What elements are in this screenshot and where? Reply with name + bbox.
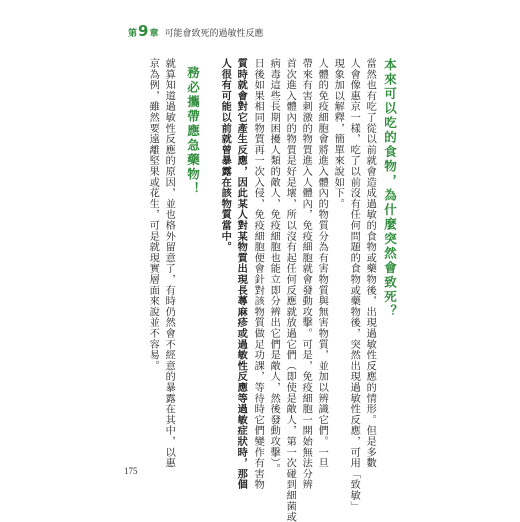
text-column: 帶來有害刺激的物質進入人體內，免疫細胞就會發動攻擊。可是，免疫細胞一開始無法分辨 [300,58,312,490]
chapter-number: 9 [138,22,149,40]
text-column: 現象加以解釋，簡單來說如下。 [332,58,344,210]
text-column: 首次進入體內的物質是好是壞，所以沒有起任何反應就放過它們（即使是敵人，第一次碰到細菌或 [284,58,296,522]
text-column-emphasis: 質時就會對它產生反應，因此某人對某物質出現長蕁麻疹或過敏性反應等過敏症狀時，那個 [235,58,248,490]
section-heading: 本來可以吃的食物，為什麼突然會致死？ [382,58,398,319]
text-column: 日後如果相同物質再一次入侵，免疫細胞便會針對該物質做足功課，等待時它們變作有害物 [252,58,264,490]
chapter-suffix: 章 [149,29,159,39]
text-column: 當然也有吃了從以前就會造成過敏的食物或藥物後，出現過敏性反應的情形。但是多數 [364,58,376,469]
text-column: 人體的免疫細胞會將進入體內的物質分為有害物質與無害物質，並加以辨識它們。一旦 [316,58,328,469]
chapter-prefix: 第 [128,29,138,39]
text-column-emphasis: 人很有可能以前就曾暴露在該物質當中。 [219,58,232,253]
text-column: 京為例，雖然要遠離堅果或花生，可是就現實層面來說並不容易。 [147,58,159,372]
chapter-title: 可能會致死的過敏性反應 [164,29,264,39]
text-column: 就算知道過敏性反應的原因，並也格外留意了，有時仍然會不經意的暴露在其中，以惠 [163,58,175,469]
page-number: 175 [124,466,138,476]
section-heading: 務必攜帶應急藥物！ [185,66,201,197]
text-column: 人會像惠京一樣，吃了以前沒有任何問題的食物或藥物後，突然出現過敏性反應，可用「致敏」 [348,58,360,512]
text-column: 病毒這些長期困擾人類的敵人，免疫細胞也能立即分辨出它們是敵人，然後發動攻擊）。 [268,58,280,475]
chapter-header [128,22,263,40]
